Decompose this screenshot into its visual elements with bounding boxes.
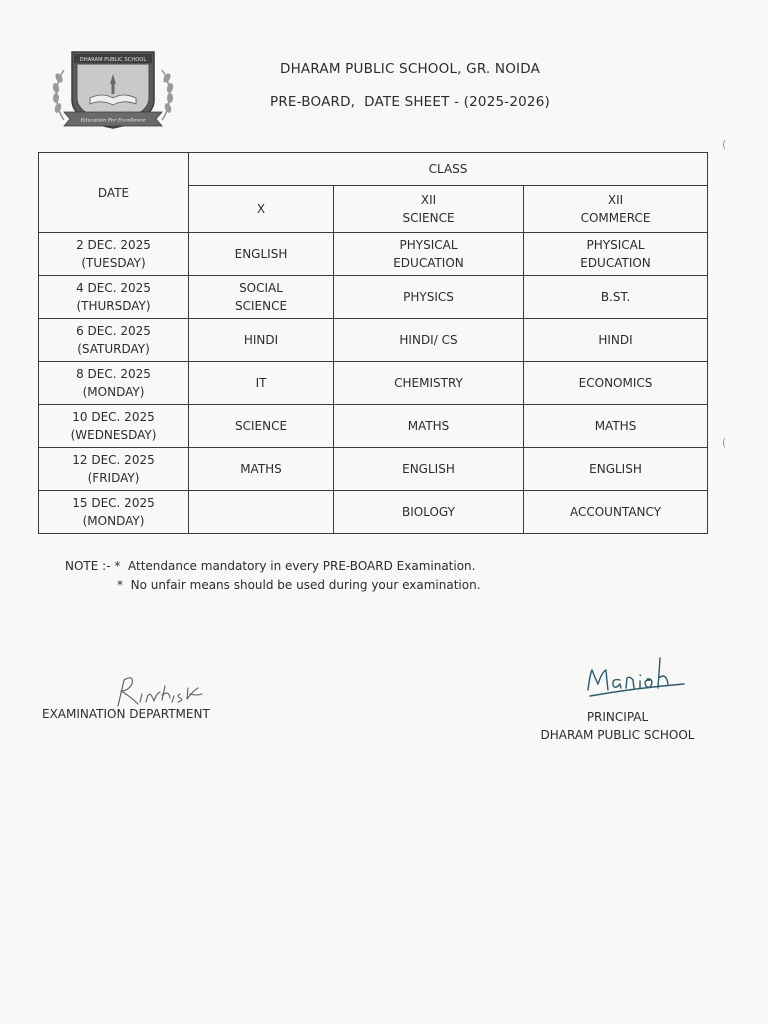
stream-science-label: SCIENCE [402,211,455,225]
class-x-subject-cell [189,233,334,276]
class-x-header [189,186,334,233]
note-unfair-means: * No unfair means should be used during your examination. [117,578,481,592]
exam-day: (FRIDAY) [87,471,140,485]
class-x-subject-cell [189,276,334,319]
subject-name: SOCIAL [239,281,283,295]
principal-title: PRINCIPAL [586,710,649,724]
exam-day: (WEDNESDAY) [70,428,157,442]
subject-name: SCIENCE [234,419,288,433]
xii-science-subject-cell [334,362,524,405]
schedule-row [39,405,708,448]
subject-name: HINDI [243,333,279,347]
xii-commerce-subject-cell [524,405,708,448]
scan-edge-mark: ( [722,138,727,151]
exam-day: (SATURDAY) [77,342,150,356]
class-xii-label: XII [607,193,624,207]
principal-signature [580,644,692,702]
subject-name: ENGLISH [234,247,288,261]
examination-department-label: EXAMINATION DEPARTMENT [42,707,210,721]
schedule-row [39,491,708,534]
exam-day: (THURSDAY) [76,299,151,313]
exam-date: 2 DEC. 2025 [76,238,151,252]
xii-science-subject-cell [334,319,524,362]
class-xii-label: XII [420,193,437,207]
subject-name: PHYSICS [403,290,454,304]
date-cell [39,405,189,448]
subject-name: HINDI/ CS [399,333,458,347]
exam-date: 12 DEC. 2025 [72,453,155,467]
class-x-subject-cell [189,362,334,405]
schedule-row [39,319,708,362]
subject-name: ENGLISH [589,462,642,476]
note-prefix: NOTE :- [65,559,111,573]
subject-name: B.ST. [600,290,631,304]
date-cell [39,276,189,319]
subject-name: SCIENCE [234,299,288,313]
xii-commerce-subject-cell [524,491,708,534]
date-cell [39,362,189,405]
subject-name: HINDI [598,333,633,347]
exam-date: 6 DEC. 2025 [76,324,151,338]
date-cell [39,448,189,491]
exam-day: (MONDAY) [82,385,145,399]
xii-science-subject-cell [334,405,524,448]
xii-science-subject-cell [334,276,524,319]
principal-block [530,708,705,744]
date-cell [39,233,189,276]
class-xii-commerce-header [524,186,708,233]
xii-commerce-subject-cell [524,276,708,319]
subject-name: PHYSICAL [586,238,645,252]
class-x-label: X [256,202,266,216]
exam-date: 4 DEC. 2025 [76,281,151,295]
date-column-header: DATE [39,153,189,233]
subject-name: EDUCATION [580,256,651,270]
xii-commerce-subject-cell [524,233,708,276]
date-cell [39,319,189,362]
principal-school-name: DHARAM PUBLIC SCHOOL [540,728,695,742]
exam-date: 15 DEC. 2025 [72,496,155,510]
subject-name: ENGLISH [402,462,455,476]
schedule-body [39,233,708,534]
class-x-subject-cell [189,405,334,448]
schedule-row [39,362,708,405]
class-x-subject-cell [189,319,334,362]
subject-name: MATHS [240,462,282,476]
date-sheet-title: PRE-BOARD, DATE SHEET - (2025-2026) [270,94,550,110]
exam-department-signature [104,664,214,712]
subject-name: ECONOMICS [578,376,653,390]
table-header-row [39,153,708,186]
note-attendance: * Attendance mandatory in every PRE-BOARD Examination. [114,559,476,573]
exam-date: 10 DEC. 2025 [72,410,155,424]
schedule-row [39,233,708,276]
subject-name: BIOLOGY [402,505,455,519]
xii-science-subject-cell [334,448,524,491]
subject-name: PHYSICAL [399,238,458,252]
stream-commerce-label: COMMERCE [580,211,651,225]
subject-name: ACCOUNTANCY [569,505,662,519]
exam-day: (MONDAY) [82,514,145,528]
class-x-subject-cell [189,448,334,491]
scan-edge-mark: ( [722,436,727,449]
schedule-row [39,448,708,491]
xii-science-subject-cell [334,491,524,534]
logo-ribbon-text: Education For Excellence [80,117,146,124]
date-sheet-table [38,152,708,534]
class-column-header: CLASS [189,153,708,186]
subject-name: MATHS [594,419,637,433]
date-cell [39,491,189,534]
xii-commerce-subject-cell [524,319,708,362]
notes-section [65,557,481,595]
class-xii-science-header [334,186,524,233]
subject-name: EDUCATION [393,256,464,270]
subject-name: MATHS [407,419,450,433]
subject-name: IT [255,376,267,390]
school-logo [50,48,176,132]
class-x-subject-cell [189,491,334,534]
xii-commerce-subject-cell [524,448,708,491]
subject-name: CHEMISTRY [394,376,463,390]
exam-day: (TUESDAY) [81,256,146,270]
schedule-row [39,276,708,319]
exam-date: 8 DEC. 2025 [76,367,151,381]
xii-commerce-subject-cell [524,362,708,405]
xii-science-subject-cell [334,233,524,276]
logo-top-text: DHARAM PUBLIC SCHOOL [79,57,147,63]
school-name-heading: DHARAM PUBLIC SCHOOL, GR. NOIDA [279,61,541,77]
note-line-1 [65,557,481,576]
